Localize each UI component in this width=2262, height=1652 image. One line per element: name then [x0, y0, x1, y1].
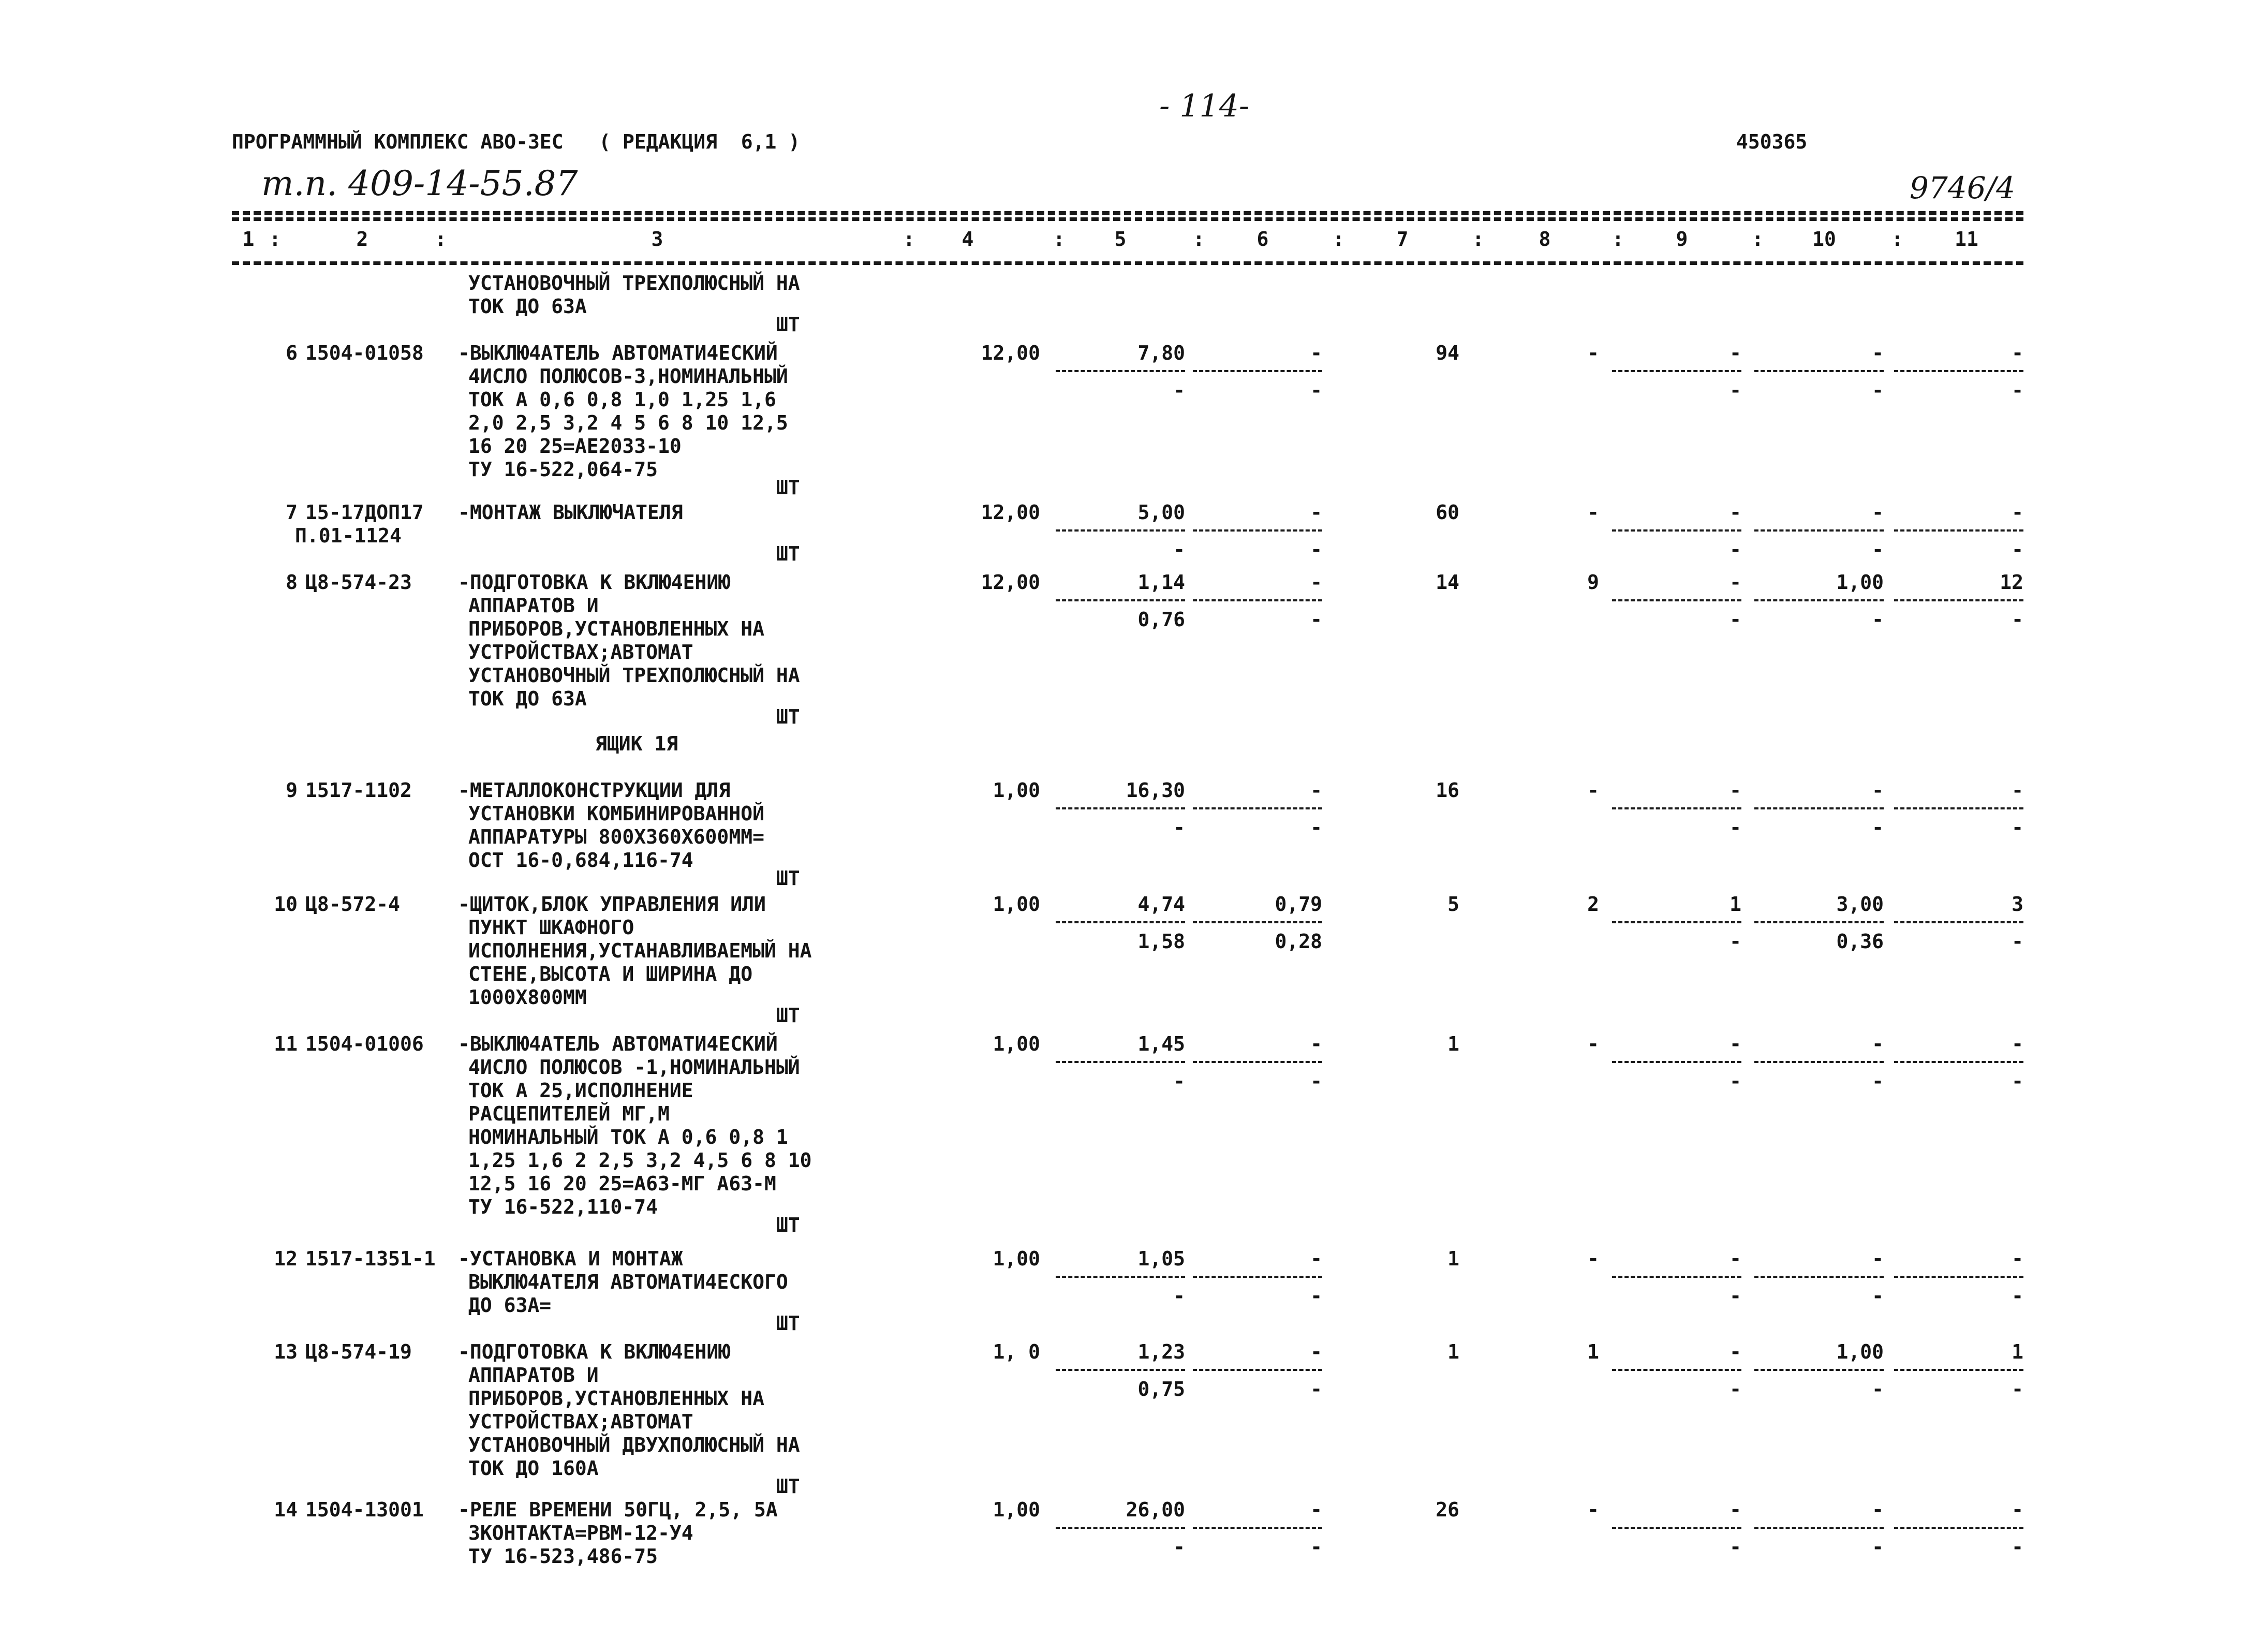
cell-col11: 3: [2012, 893, 2023, 916]
cell-col6: -: [1310, 1498, 1322, 1521]
item-description-line: ТОК ДО 63А: [468, 687, 587, 710]
column-separator: :: [1053, 228, 1065, 250]
cell-col6: -: [1310, 1340, 1322, 1363]
column-header-9: 9: [1676, 228, 1688, 250]
item-description-line: ТОК А 25,ИСПОЛНЕНИЕ: [468, 1079, 693, 1102]
cell-rule: [1193, 921, 1322, 923]
cell-rule: [1056, 1527, 1185, 1529]
item-code: 15-17ДОП17: [305, 501, 424, 524]
item-number: 12: [274, 1247, 298, 1270]
cell-col5: 1,23: [1137, 1340, 1185, 1363]
item-description-line: РАСЦЕПИТЕЛЕЙ МГ,М: [468, 1102, 670, 1125]
cell-col6: -: [1310, 379, 1322, 402]
cell-col7: 16: [1436, 779, 1459, 802]
cell-col11: -: [2012, 930, 2023, 953]
item-description-line: 12,5 16 20 25=А63-МГ А63-М: [468, 1172, 776, 1195]
cell-rule: [1754, 1276, 1884, 1278]
cell-rule: [1894, 529, 2023, 532]
cell-col10: 3,00: [1836, 893, 1884, 916]
column-header-10: 10: [1812, 228, 1836, 250]
cell-col10: -: [1872, 1536, 1884, 1558]
cell-col10: 1,00: [1836, 1340, 1884, 1363]
cell-rule: [1894, 370, 2023, 372]
item-description-line: ДО 63А=: [468, 1294, 552, 1317]
cell-rule: [1754, 370, 1884, 372]
item-description-line: УСТАНОВКИ КОМБИНИРОВАННОЙ: [468, 802, 764, 825]
cell-col8: -: [1587, 1498, 1599, 1521]
cell-rule: [1612, 921, 1741, 923]
cell-col5: -: [1173, 538, 1185, 561]
cell-col4: 1,00: [993, 1498, 1040, 1521]
cell-rule: [1193, 1527, 1322, 1529]
item-code: П.01-1124: [295, 524, 402, 547]
cell-col7: 1: [1447, 1340, 1459, 1363]
cell-col11: -: [2012, 538, 2023, 561]
item-description-line: ИСПОЛНЕНИЯ,УСТАНАВЛИВАЕМЫЙ НА: [468, 939, 812, 962]
cell-col5: -: [1173, 1536, 1185, 1558]
cell-col10: -: [1872, 501, 1884, 524]
cell-col9: -: [1729, 571, 1741, 594]
table-top-rule-2: [232, 217, 2023, 221]
item-description-line: 16 20 25=АЕ2033-10: [468, 435, 682, 458]
column-separator: :: [1612, 228, 1624, 250]
cell-col11: -: [2012, 1032, 2023, 1055]
cell-col11: -: [2012, 1378, 2023, 1400]
item-description-line: НОМИНАЛЬНЫЙ ТОК А 0,6 0,8 1: [468, 1126, 788, 1148]
item-description-line: ТОК А 0,6 0,8 1,0 1,25 1,6: [468, 388, 776, 411]
item-description-line: УСТАНОВОЧНЫЙ ДВУХПОЛЮСНЫЙ НА: [468, 1434, 800, 1456]
item-description-line: -ПОДГОТОВКА К ВКЛЮ4ЕНИЮ: [458, 571, 731, 594]
cell-col6: -: [1310, 1285, 1322, 1307]
cell-col6: -: [1310, 816, 1322, 839]
cell-rule: [1612, 1061, 1741, 1063]
cell-col7: 5: [1447, 893, 1459, 916]
item-number: 8: [286, 571, 298, 594]
cell-rule: [1754, 807, 1884, 809]
cell-rule: [1894, 599, 2023, 601]
item-description-line: СТЕНЕ,ВЫСОТА И ШИРИНА ДО: [468, 963, 753, 985]
cell-col9: -: [1729, 779, 1741, 802]
cell-col10: -: [1872, 1247, 1884, 1270]
cell-col9: -: [1729, 1247, 1741, 1270]
unit-label: ШТ: [776, 1312, 800, 1335]
column-separator: :: [1472, 228, 1484, 250]
item-description-line: ПУНКТ ШКАФНОГО: [468, 916, 634, 939]
column-separator: :: [1333, 228, 1344, 250]
page-number: - 114-: [1159, 88, 1250, 124]
item-number: 14: [274, 1498, 298, 1521]
item-code: Ц8-572-4: [305, 893, 401, 916]
cell-rule: [1612, 1276, 1741, 1278]
item-description-line: -МОНТАЖ ВЫКЛЮЧАТЕЛЯ: [458, 501, 683, 524]
cell-col5: -: [1173, 1285, 1185, 1307]
cell-col8: -: [1587, 779, 1599, 802]
item-number: 13: [274, 1340, 298, 1363]
cell-rule: [1754, 1527, 1884, 1529]
item-code: 1504-01006: [305, 1032, 424, 1055]
cell-rule: [1612, 599, 1741, 601]
item-code: 1517-1102: [305, 779, 412, 802]
item-description-line: ПРИБОРОВ,УСТАНОВЛЕННЫХ НА: [468, 1387, 764, 1410]
item-description-line: 4ИСЛО ПОЛЮСОВ-3,НОМИНАЛЬНЫЙ: [468, 365, 788, 388]
cell-col10: -: [1872, 779, 1884, 802]
cell-col10: -: [1872, 1285, 1884, 1307]
item-number: 9: [286, 779, 298, 802]
cell-col5: 26,00: [1126, 1498, 1185, 1521]
cell-rule: [1193, 370, 1322, 372]
cell-col11: 12: [2000, 571, 2023, 594]
cell-col4: 12,00: [981, 501, 1040, 524]
item-description-line: УСТАНОВОЧНЫЙ ТРЕХПОЛЮСНЫЙ НА: [468, 664, 800, 687]
cell-col6: 0,28: [1275, 930, 1322, 953]
cell-col11: -: [2012, 779, 2023, 802]
cell-col5: 0,76: [1137, 608, 1185, 631]
item-description-line: 4ИСЛО ПОЛЮСОВ -1,НОМИНАЛЬНЫЙ: [468, 1056, 800, 1079]
cell-rule: [1894, 921, 2023, 923]
cell-col4: 1,00: [993, 1032, 1040, 1055]
unit-label: ШТ: [776, 867, 800, 890]
cell-col10: -: [1872, 816, 1884, 839]
cell-rule: [1754, 1369, 1884, 1371]
column-header-6: 6: [1256, 228, 1269, 250]
item-code: Ц8-574-23: [305, 571, 412, 594]
unit-label: ШТ: [776, 1004, 800, 1027]
cell-col6: -: [1310, 501, 1322, 524]
cell-col6: -: [1310, 1536, 1322, 1558]
project-code: т.п. 409-14-55.87: [261, 164, 578, 203]
cell-col11: -: [2012, 501, 2023, 524]
cell-col7: 60: [1436, 501, 1459, 524]
cell-col8: -: [1587, 501, 1599, 524]
cell-rule: [1754, 921, 1884, 923]
section-title: ЯЩИК 1Я: [595, 732, 678, 755]
cell-rule: [1754, 529, 1884, 532]
unit-label: ШТ: [776, 1214, 800, 1236]
column-separator: :: [435, 228, 447, 250]
cell-col4: 1,00: [993, 779, 1040, 802]
cell-col7: 94: [1436, 342, 1459, 364]
item-description-line: УСТРОЙСТВАХ;АВТОМАТ: [468, 1410, 693, 1433]
item-description-line: -РЕЛЕ ВРЕМЕНИ 50ГЦ, 2,5, 5А: [458, 1498, 778, 1521]
item-description-line: ОСТ 16-0,684,116-74: [468, 849, 693, 872]
unit-label: ШТ: [776, 313, 800, 336]
cell-col6: -: [1310, 571, 1322, 594]
cell-rule: [1193, 1276, 1322, 1278]
cell-col11: -: [2012, 1247, 2023, 1270]
item-description-line: ВЫКЛЮ4АТЕЛЯ АВТОМАТИ4ЕСКОГО: [468, 1271, 788, 1293]
cell-rule: [1056, 1061, 1185, 1063]
item-description-line: ТУ 16-523,486-75: [468, 1545, 658, 1568]
continuation-line: УСТАНОВОЧНЫЙ ТРЕХПОЛЮСНЫЙ НА: [468, 272, 800, 294]
item-description-line: 3КОНТАКТА=РВМ-12-У4: [468, 1522, 693, 1544]
item-description-line: ТУ 16-522,064-75: [468, 458, 658, 481]
cell-col9: -: [1729, 1498, 1741, 1521]
cell-col7: 14: [1436, 571, 1459, 594]
column-header-11: 11: [1955, 228, 1978, 250]
cell-col10: -: [1872, 1070, 1884, 1093]
unit-label: ШТ: [776, 476, 800, 499]
cell-col10: -: [1872, 1498, 1884, 1521]
column-header-3: 3: [651, 228, 663, 250]
cell-col5: 1,05: [1137, 1247, 1185, 1270]
column-separator: :: [269, 228, 281, 250]
cell-col6: -: [1310, 608, 1322, 631]
cell-col5: 0,75: [1137, 1378, 1185, 1400]
cell-col8: 9: [1587, 571, 1599, 594]
cell-rule: [1056, 370, 1185, 372]
cell-rule: [1056, 921, 1185, 923]
cell-col9: -: [1729, 816, 1741, 839]
item-code: 1504-13001: [305, 1498, 424, 1521]
cell-rule: [1612, 529, 1741, 532]
item-code: 1517-1351-1: [305, 1247, 436, 1270]
item-description-line: АППАРАТУРЫ 800Х360Х600ММ=: [468, 825, 764, 848]
cell-rule: [1056, 807, 1185, 809]
item-number: 10: [274, 893, 298, 916]
cell-rule: [1894, 1276, 2023, 1278]
item-code: 1504-01058: [305, 342, 424, 364]
cell-col10: -: [1872, 342, 1884, 364]
item-description-line: -ВЫКЛЮ4АТЕЛЬ АВТОМАТИ4ЕСКИЙ: [458, 342, 778, 364]
cell-col10: 0,36: [1836, 930, 1884, 953]
cell-col7: 26: [1436, 1498, 1459, 1521]
cell-col9: -: [1729, 379, 1741, 402]
cell-col11: -: [2012, 1498, 2023, 1521]
cell-col5: 5,00: [1137, 501, 1185, 524]
item-description-line: -МЕТАЛЛОКОНСТРУКЦИИ ДЛЯ: [458, 779, 731, 802]
cell-col7: 1: [1447, 1032, 1459, 1055]
item-description-line: 1000Х800ММ: [468, 986, 587, 1009]
cell-col9: -: [1729, 930, 1741, 953]
cell-rule: [1894, 1369, 2023, 1371]
item-description-line: АППАРАТОВ И: [468, 1364, 599, 1387]
cell-rule: [1193, 529, 1322, 532]
column-header-5: 5: [1114, 228, 1127, 250]
cell-col11: -: [2012, 1536, 2023, 1558]
item-number: 6: [286, 342, 298, 364]
item-description-line: -ВЫКЛЮ4АТЕЛЬ АВТОМАТИ4ЕСКИЙ: [458, 1032, 778, 1055]
cell-col5: 16,30: [1126, 779, 1185, 802]
cell-col9: -: [1729, 1340, 1741, 1363]
item-description-line: ТУ 16-522,110-74: [468, 1196, 658, 1218]
cell-col5: -: [1173, 379, 1185, 402]
column-separator: :: [1193, 228, 1205, 250]
cell-col10: -: [1872, 379, 1884, 402]
cell-col5: 7,80: [1137, 342, 1185, 364]
unit-label: ШТ: [776, 1475, 800, 1498]
cell-col5: -: [1173, 816, 1185, 839]
cell-col11: 1: [2012, 1340, 2023, 1363]
item-description-line: ТОК ДО 160А: [468, 1457, 599, 1480]
cell-col11: -: [2012, 608, 2023, 631]
cell-col9: -: [1729, 1070, 1741, 1093]
cell-rule: [1612, 1369, 1741, 1371]
cell-rule: [1894, 1527, 2023, 1529]
item-code: Ц8-574-19: [305, 1340, 412, 1363]
cell-col5: 1,58: [1137, 930, 1185, 953]
cell-rule: [1754, 599, 1884, 601]
sheet-code: 9746/4: [1910, 170, 2016, 205]
cell-col5: 1,14: [1137, 571, 1185, 594]
cell-col9: -: [1729, 608, 1741, 631]
cell-rule: [1894, 1061, 2023, 1063]
cell-col6: -: [1310, 1247, 1322, 1270]
item-number: 11: [274, 1032, 298, 1055]
cell-rule: [1056, 599, 1185, 601]
cell-rule: [1193, 599, 1322, 601]
cell-col11: -: [2012, 1285, 2023, 1307]
item-description-line: -ЩИТОК,БЛОК УПРАВЛЕНИЯ ИЛИ: [458, 893, 766, 916]
cell-col4: 1,00: [993, 1247, 1040, 1270]
cell-rule: [1056, 1369, 1185, 1371]
cell-rule: [1056, 529, 1185, 532]
column-header-8: 8: [1539, 228, 1551, 250]
cell-col5: -: [1173, 1070, 1185, 1093]
cell-col8: 1: [1587, 1340, 1599, 1363]
table-header-rule: [232, 261, 2023, 265]
cell-col8: -: [1587, 1247, 1599, 1270]
cell-col6: 0,79: [1275, 893, 1322, 916]
item-description-line: АППАРАТОВ И: [468, 594, 599, 617]
item-description-line: 1,25 1,6 2 2,5 3,2 4,5 6 8 10: [468, 1149, 812, 1172]
cell-rule: [1612, 1527, 1741, 1529]
column-separator: :: [903, 228, 915, 250]
unit-label: ШТ: [776, 705, 800, 728]
cell-rule: [1193, 1369, 1322, 1371]
cell-col9: -: [1729, 1032, 1741, 1055]
item-description-line: -ПОДГОТОВКА К ВКЛЮ4ЕНИЮ: [458, 1340, 731, 1363]
cell-col10: -: [1872, 538, 1884, 561]
cell-col4: 12,00: [981, 342, 1040, 364]
cell-col8: -: [1587, 342, 1599, 364]
cell-col6: -: [1310, 1378, 1322, 1400]
cell-col10: -: [1872, 608, 1884, 631]
cell-col11: -: [2012, 379, 2023, 402]
cell-col8: -: [1587, 1032, 1599, 1055]
item-description-line: УСТРОЙСТВАХ;АВТОМАТ: [468, 641, 693, 663]
cell-col6: -: [1310, 538, 1322, 561]
cell-col6: -: [1310, 779, 1322, 802]
cell-col7: 1: [1447, 1247, 1459, 1270]
column-header-7: 7: [1396, 228, 1409, 250]
cell-col11: -: [2012, 1070, 2023, 1093]
cell-rule: [1894, 807, 2023, 809]
column-header-1: 1: [242, 228, 255, 250]
cell-col10: -: [1872, 1032, 1884, 1055]
cell-rule: [1612, 807, 1741, 809]
cell-col5: 1,45: [1137, 1032, 1185, 1055]
cell-col6: -: [1310, 1032, 1322, 1055]
item-description-line: -УСТАНОВКА И МОНТАЖ: [458, 1247, 683, 1270]
table-top-rule: [232, 211, 2023, 215]
cell-col8: 2: [1587, 893, 1599, 916]
cell-col5: 4,74: [1137, 893, 1185, 916]
cell-col11: -: [2012, 816, 2023, 839]
item-number: 7: [286, 501, 298, 524]
column-header-4: 4: [962, 228, 974, 250]
document-number: 450365: [1736, 130, 1808, 153]
cell-col10: -: [1872, 1378, 1884, 1400]
continuation-line: ТОК ДО 63А: [468, 295, 587, 318]
item-description-line: ПРИБОРОВ,УСТАНОВЛЕННЫХ НА: [468, 617, 764, 640]
cell-rule: [1754, 1061, 1884, 1063]
cell-rule: [1193, 1061, 1322, 1063]
cell-col9: -: [1729, 1536, 1741, 1558]
cell-col6: -: [1310, 1070, 1322, 1093]
cell-col4: 1,00: [993, 893, 1040, 916]
cell-col6: -: [1310, 342, 1322, 364]
cell-col9: -: [1729, 1285, 1741, 1307]
column-separator: :: [1891, 228, 1903, 250]
cell-col9: -: [1729, 501, 1741, 524]
cell-col9: 1: [1729, 893, 1741, 916]
cell-rule: [1193, 807, 1322, 809]
cell-col9: -: [1729, 538, 1741, 561]
column-separator: :: [1752, 228, 1764, 250]
column-header-2: 2: [356, 228, 368, 250]
cell-rule: [1612, 370, 1741, 372]
cell-rule: [1056, 1276, 1185, 1278]
unit-label: ШТ: [776, 542, 800, 565]
item-description-line: 2,0 2,5 3,2 4 5 6 8 10 12,5: [468, 411, 788, 434]
cell-col9: -: [1729, 342, 1741, 364]
cell-col4: 12,00: [981, 571, 1040, 594]
cell-col9: -: [1729, 1378, 1741, 1400]
program-title: ПРОГРАММНЫЙ КОМПЛЕКС АВО-ЗЕС ( РЕДАКЦИЯ 6,1 ): [232, 130, 801, 153]
cell-col4: 1, 0: [993, 1340, 1040, 1363]
cell-col11: -: [2012, 342, 2023, 364]
cell-col10: 1,00: [1836, 571, 1884, 594]
